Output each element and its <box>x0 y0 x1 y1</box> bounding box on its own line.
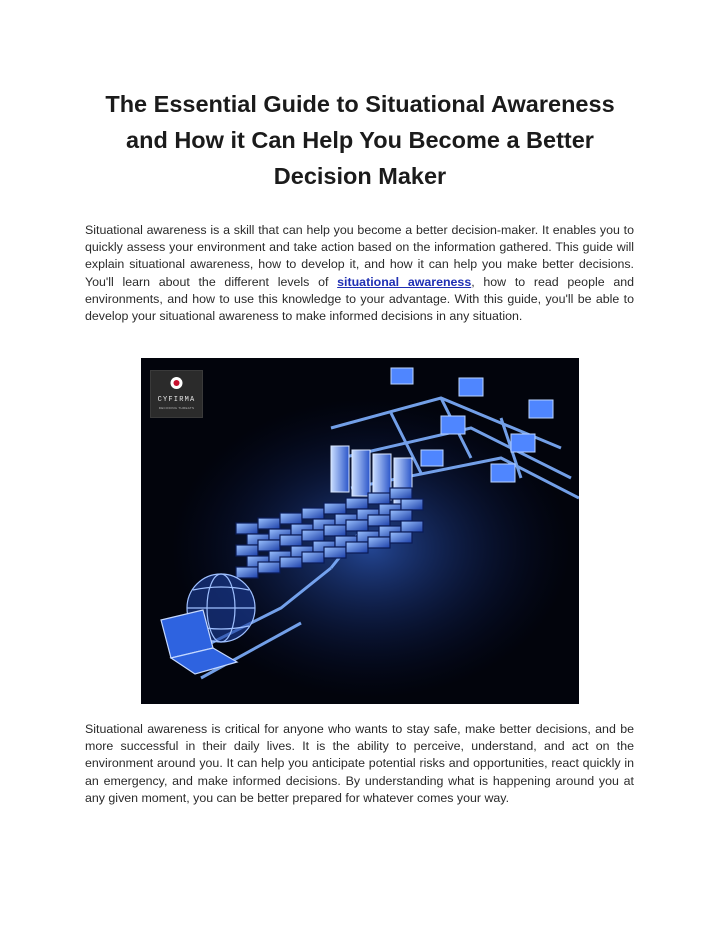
page-title: The Essential Guide to Situational Awareness and How it Can Help You Become a Better Decision Maker <box>105 91 615 189</box>
network-illustration-graphic <box>141 358 579 704</box>
intro-text-before-link: Situational awareness is a skill that can help you become a better decision-maker. It enables you to quickly assess your environment and take action based on the information gathered. This guide will explain situational awareness, how to develop it, and how it can help you make better decisions. You'll learn about the different levels of <box>85 223 634 289</box>
cyfirma-logo <box>150 370 203 418</box>
logo-tagline: DECODING THREATS <box>158 406 195 410</box>
intro-text-after-link: , how to read people and environments, and how to use this knowledge to your advantage. With this guide, you'll be able to develop your situational awareness to make informed decisions in any situation. <box>85 274 634 324</box>
situational-awareness-link[interactable]: situational awareness <box>337 274 472 289</box>
logo-name: CYFIRMA <box>157 396 196 404</box>
body-paragraph: Situational awareness is critical for anyone who wants to stay safe, make better decisions, and be more successful in their daily lives. It is the ability to perceive, understand, and act on the environment around you. It can help you anticipate potential risks and opportunities, react quickly in an emergency, and make informed decisions. By understanding what is happening around you at any given moment, you can be better prepared for whatever comes your way. <box>85 722 634 805</box>
cyfirma-logo-mark-icon <box>151 371 202 395</box>
network-security-illustration <box>141 358 579 704</box>
intro-paragraph <box>85 222 634 325</box>
